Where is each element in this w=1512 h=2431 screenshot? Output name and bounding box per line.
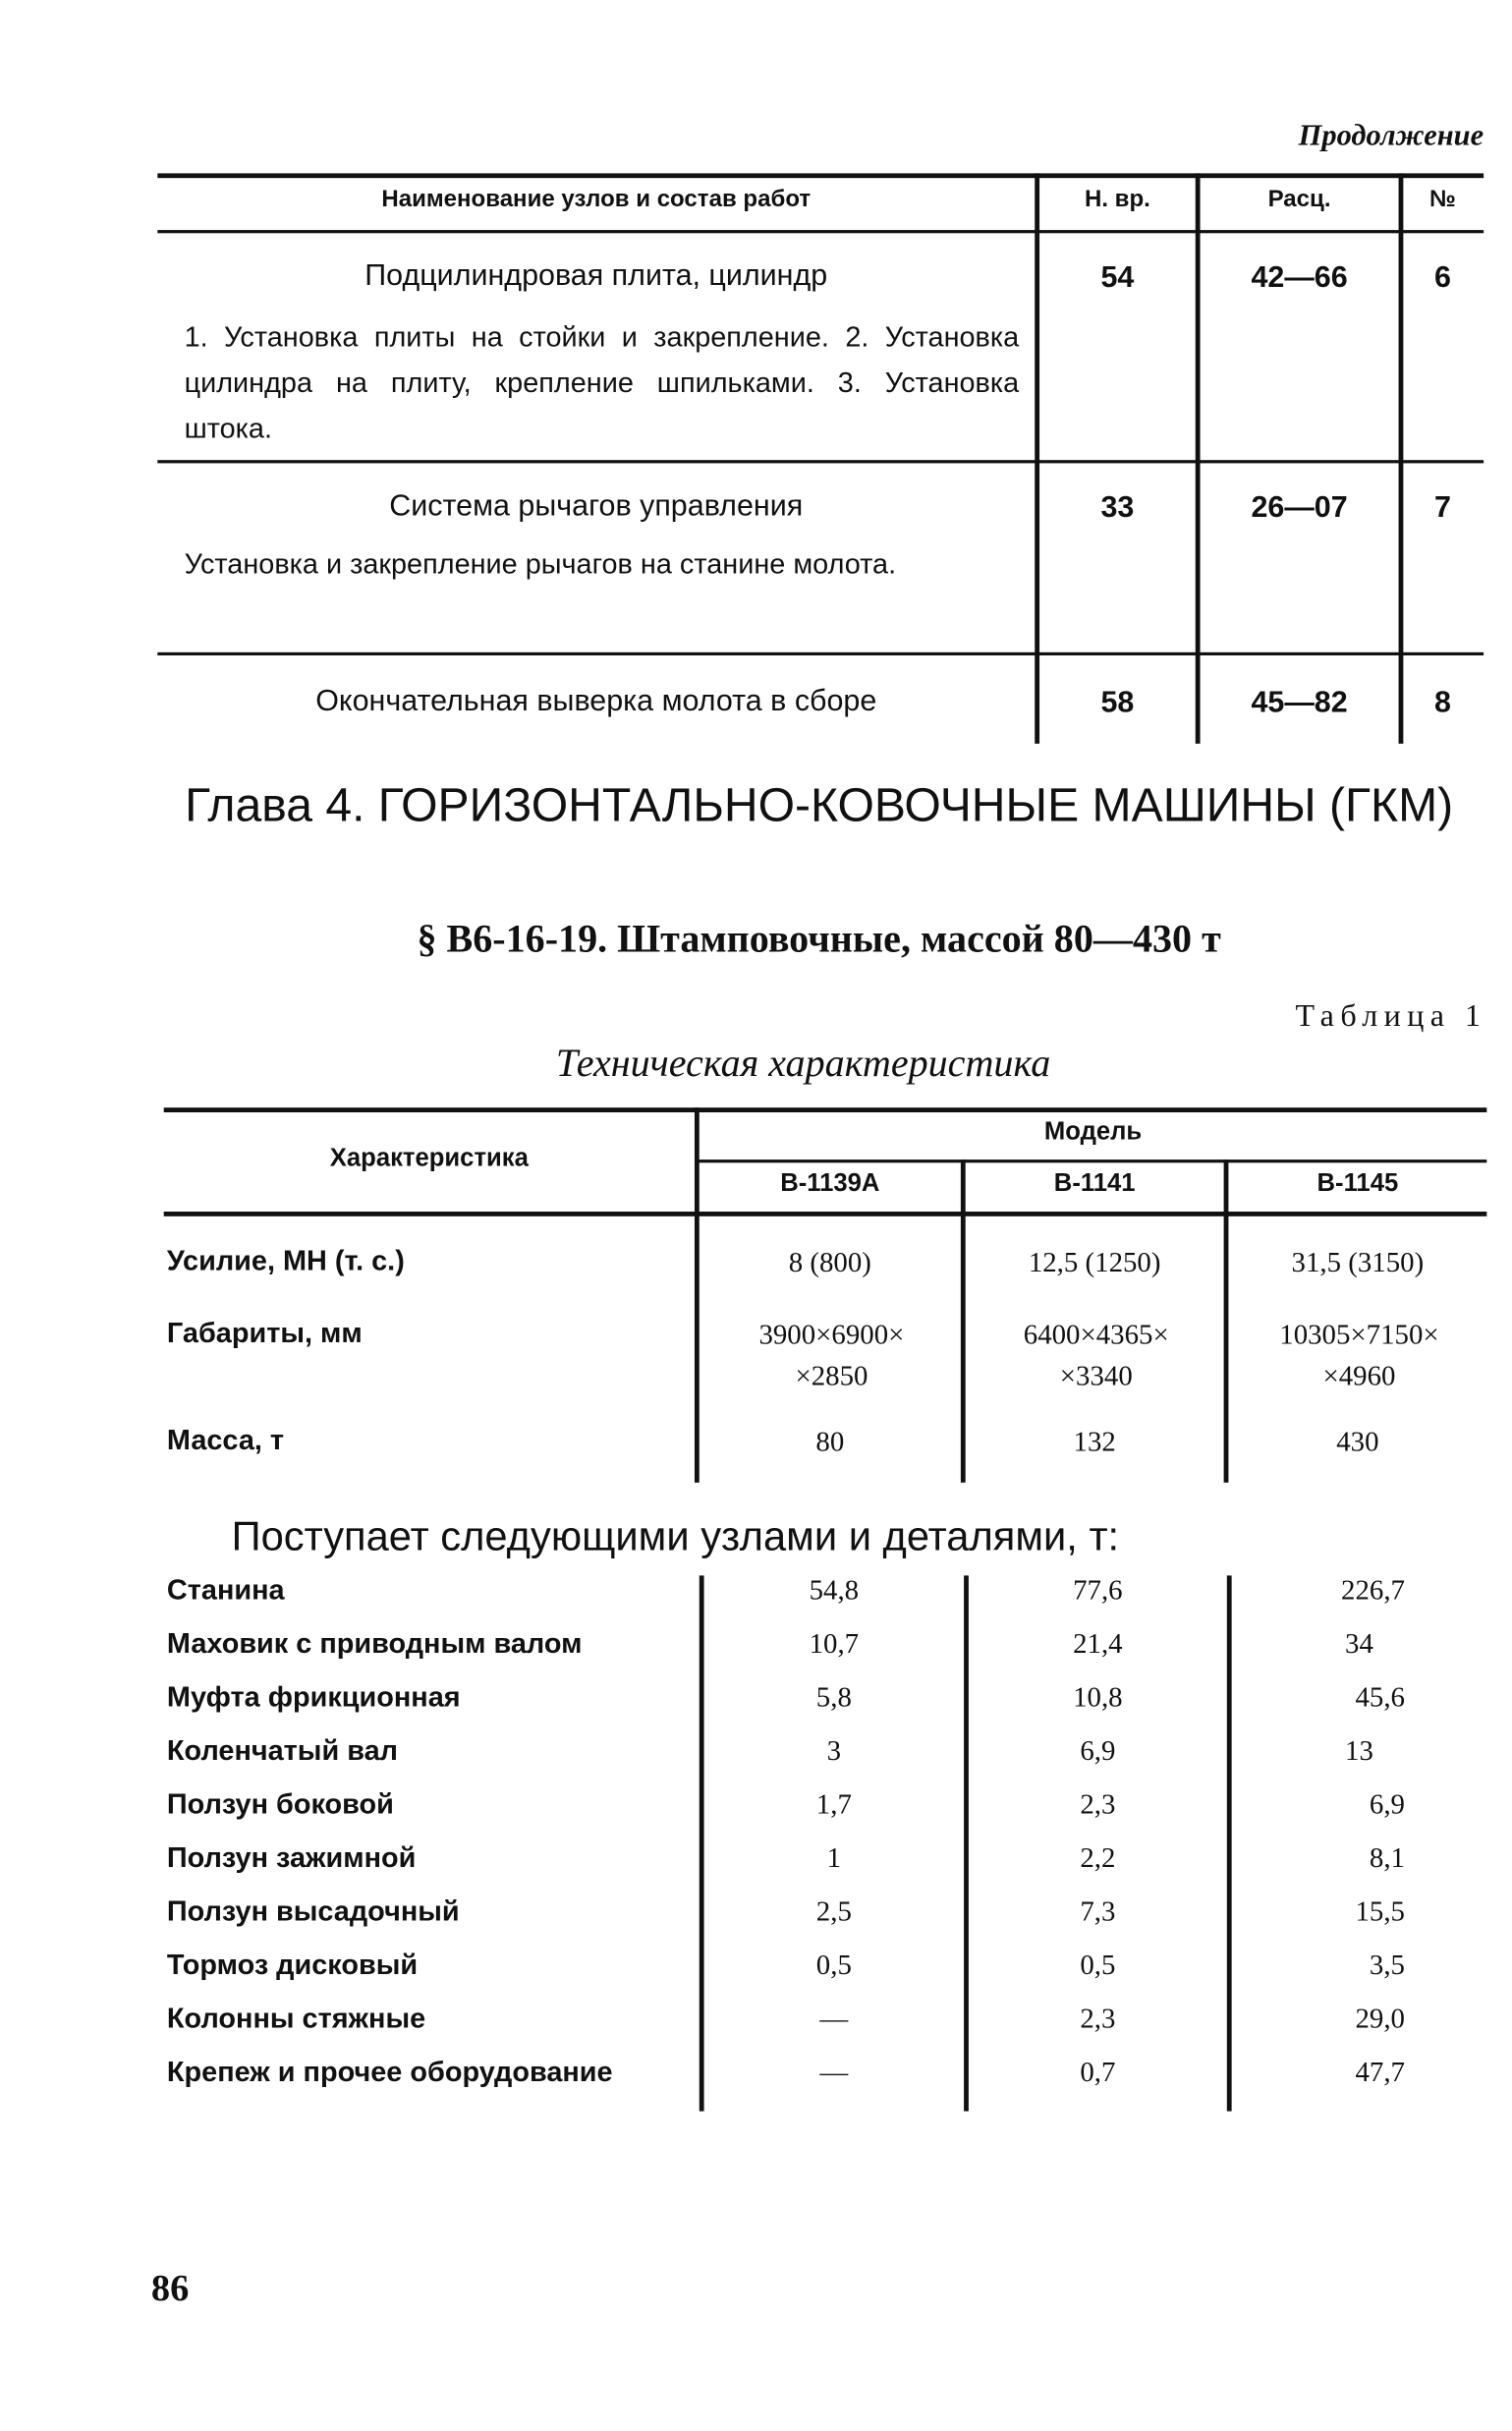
column-header-model: Модель — [1043, 1118, 1143, 1146]
part-value: 2,2 — [1080, 1841, 1116, 1874]
part-value: 1 — [826, 1841, 842, 1874]
part-value: 7,3 — [1080, 1894, 1116, 1927]
part-value: — — [819, 2056, 849, 2088]
row-value: 8 (800) — [788, 1246, 871, 1278]
part-value: 34 — [1345, 1627, 1373, 1660]
part-value: 54,8 — [809, 1573, 860, 1606]
part-value: 13 — [1345, 1734, 1373, 1767]
part-value: 47,7 — [1355, 2056, 1405, 2088]
row-rate: 26—07 — [1251, 491, 1348, 525]
part-name: Ползун высадочный — [166, 1894, 460, 1927]
column-header-name: Наименование узлов и состав работ — [381, 186, 812, 213]
table-rule — [698, 1159, 1486, 1162]
row-label: Масса, т — [166, 1424, 285, 1456]
table-rule — [157, 173, 1484, 178]
part-name: Ползун боковой — [166, 1787, 394, 1820]
part-value: 3 — [826, 1734, 842, 1767]
part-value: 21,4 — [1073, 1627, 1123, 1660]
row-hours: 54 — [1100, 261, 1135, 295]
table-rule — [157, 230, 1484, 233]
part-name: Тормоз дисковый — [166, 1949, 419, 1981]
part-value: 15,5 — [1355, 1894, 1405, 1927]
row-value: 12,5 (1250) — [1028, 1246, 1161, 1278]
row-title: Система рычагов управления — [389, 489, 804, 524]
part-value: 29,0 — [1355, 2002, 1405, 2034]
part-value: 2,3 — [1080, 2002, 1116, 2034]
part-value: 10,7 — [809, 1627, 860, 1660]
row-title: Окончательная выверка молота в сборе — [315, 685, 877, 719]
part-value: 45,6 — [1355, 1680, 1405, 1713]
column-header-rate: Расц. — [1267, 186, 1331, 213]
row-value: 6400×4365× ×3340 — [1023, 1319, 1169, 1391]
row-number: 8 — [1433, 687, 1451, 720]
row-value: 132 — [1073, 1426, 1116, 1458]
row-rate: 45—82 — [1251, 687, 1348, 720]
row-hours: 58 — [1100, 687, 1135, 720]
part-name: Ползун зажимной — [166, 1841, 417, 1874]
part-value: 0,7 — [1080, 2056, 1116, 2088]
row-value: 80 — [815, 1426, 845, 1458]
part-value: 8,1 — [1369, 1841, 1405, 1874]
continued-label: Продолжение — [1298, 119, 1484, 153]
row-rate: 42—66 — [1251, 261, 1348, 295]
row-number: 7 — [1433, 491, 1451, 525]
part-value: 1,7 — [815, 1787, 852, 1820]
row-value: 430 — [1336, 1426, 1379, 1458]
part-value: 0,5 — [815, 1949, 852, 1981]
part-name: Колонны стяжные — [166, 2002, 426, 2034]
row-value: 3900×6900× ×2850 — [758, 1319, 905, 1391]
part-value: 2,3 — [1080, 1787, 1116, 1820]
part-value: 6,9 — [1080, 1734, 1116, 1767]
row-description: Установка и закрепление рычагов на станине молота. — [184, 547, 897, 581]
table-column-divider — [1399, 173, 1404, 743]
part-value: 6,9 — [1369, 1787, 1405, 1820]
part-value: 77,6 — [1073, 1573, 1123, 1606]
row-title: Подцилиндровая плита, цилиндр — [364, 259, 828, 294]
column-header-characteristic: Характеристика — [329, 1145, 529, 1172]
row-label: Габариты, мм — [166, 1317, 363, 1349]
model-header: В-1139А — [780, 1170, 880, 1198]
part-name: Коленчатый вал — [166, 1734, 398, 1767]
table-rule — [157, 460, 1484, 463]
part-value: 5,8 — [815, 1680, 852, 1713]
table-column-divider — [1035, 173, 1039, 743]
table-column-divider — [1196, 173, 1201, 743]
row-number: 6 — [1433, 261, 1451, 295]
part-value: — — [819, 2002, 849, 2034]
table-caption: Техническая характеристика — [555, 1043, 1051, 1086]
part-value: 226,7 — [1341, 1573, 1405, 1606]
part-value: 0,5 — [1080, 1949, 1116, 1981]
section-title: § В6-16-19. Штамповочные, массой 80—430 т — [417, 918, 1221, 962]
table-rule — [157, 652, 1484, 655]
table-label: Таблица 1 — [1295, 998, 1487, 1034]
row-hours: 33 — [1100, 491, 1135, 525]
part-name: Станина — [166, 1573, 285, 1606]
part-value: 3,5 — [1369, 1949, 1405, 1981]
row-value: 10305×7150× ×4960 — [1279, 1319, 1439, 1391]
column-header-hours: Н. вр. — [1084, 186, 1150, 213]
row-label: Усилие, МН (т. с.) — [166, 1244, 405, 1276]
column-header-number: № — [1429, 186, 1456, 213]
chapter-title: Глава 4. ГОРИЗОНТАЛЬНО-КОВОЧНЫЕ МАШИНЫ (ГКМ) — [185, 779, 1454, 832]
part-value: 10,8 — [1073, 1680, 1123, 1713]
supply-heading: Поступает следующими узлами и деталями, т: — [231, 1512, 1120, 1560]
page-number: 86 — [150, 2268, 190, 2310]
row-description: 1. Установка плиты на стойки и закрепление. 2. Установка цилиндра на плиту, крепление шпильками. 3. Установка штока. — [184, 321, 1020, 445]
part-value: 2,5 — [815, 1894, 852, 1927]
part-name: Крепеж и прочее оборудование — [166, 2056, 613, 2088]
part-name: Маховик с приводным валом — [166, 1627, 583, 1660]
table-rule — [164, 1212, 1487, 1216]
row-value: 31,5 (3150) — [1291, 1246, 1425, 1278]
part-name: Муфта фрикционная — [166, 1680, 461, 1713]
table-rule — [164, 1107, 1487, 1112]
model-header: В-1145 — [1316, 1170, 1399, 1198]
model-header: В-1141 — [1053, 1170, 1136, 1198]
